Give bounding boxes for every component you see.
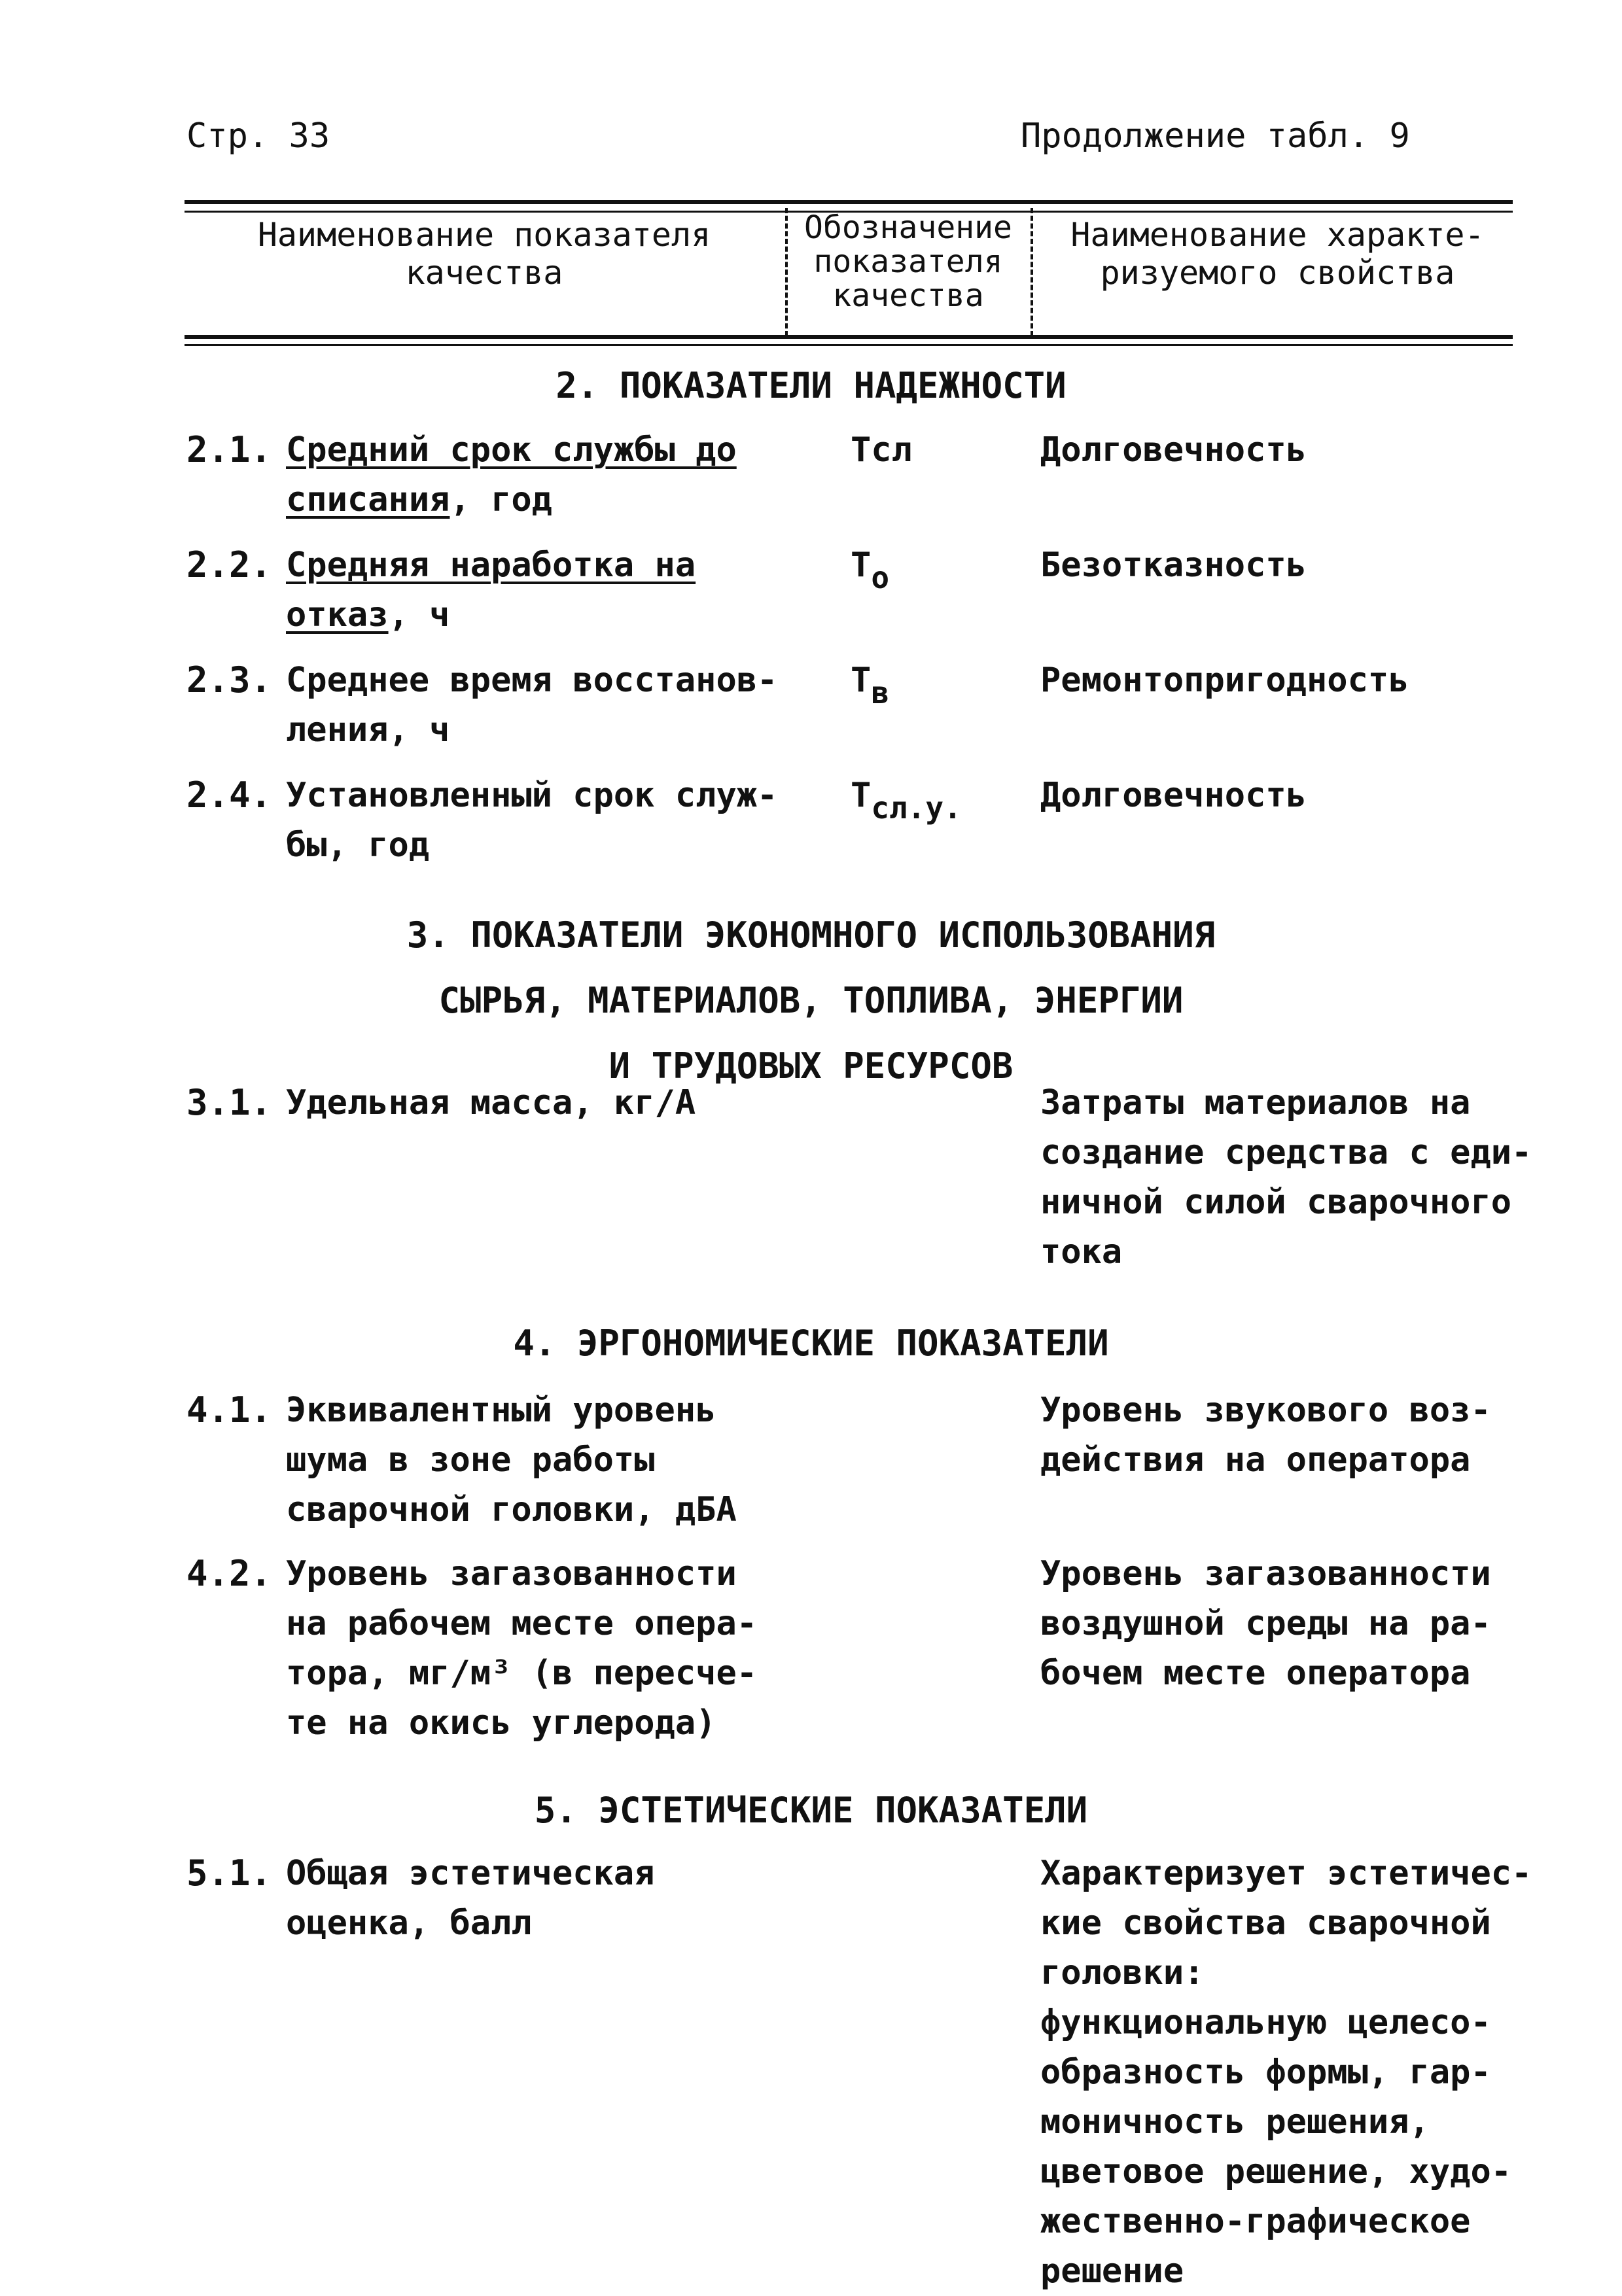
property-name: Долговечность [1040,776,1307,815]
row-number: 3.1. [186,1082,272,1123]
property-name: Ремонтопригодность [1040,661,1409,700]
header-rule-bottom-thin [185,344,1513,346]
row-number: 4.1. [186,1389,272,1431]
property-name: Затраты материалов на создание средства с еди- ничной силой сварочного тока [1040,1083,1532,1272]
indicator-designation: $T_в$ [851,661,890,710]
indicator-name: Общая эстетическая оценка, балл [286,1854,655,1943]
section-heading-aesthetics: 5. ЭСТЕТИЧЕСКИЕ ПОКАЗАТЕЛИ [534,1790,1088,1831]
section-heading-ergonomics: 4. ЭРГОНОМИЧЕСКИЕ ПОКАЗАТЕЛИ [513,1323,1109,1364]
row-number: 2.2. [186,544,272,585]
property-name: Безотказность [1040,546,1307,585]
indicator-name: Средняя наработка на отказ, ч [286,546,696,635]
section-heading-reliability: 2. ПОКАЗАТЕЛИ НАДЕЖНОСТИ [555,365,1067,406]
row-number: 4.2. [186,1553,272,1594]
column-header-indicator-name: Наименование показателя качества [257,216,711,292]
header-rule-bottom [185,335,1513,339]
section-heading-economy: 3. ПОКАЗАТЕЛИ ЭКОНОМНОГО ИСПОЛЬЗОВАНИЯ СЫРЬЯ, МАТЕРИАЛОВ, ТОПЛИВА, ЭНЕРГИИ И ТРУДОВЫХ РЕСУРСОВ [406,914,1216,1087]
indicator-name: Удельная масса, кг/А [286,1083,696,1122]
indicator-designation: Tсл [851,430,912,470]
indicator-name: Среднее время восстанов- ления, ч [286,661,778,750]
column-divider-2 [1031,208,1033,336]
row-number: 2.4. [186,774,272,816]
indicator-name: Уровень загазованности на рабочем месте опера- тора, мг/м³ (в пересче- те на окись углерода) [286,1554,758,1743]
indicator-designation: $T_о$ [851,546,890,595]
row-number: 5.1. [186,1852,272,1894]
page-number: Стр. 33 [186,116,330,156]
property-name: Характеризует эстетичес- кие свойства сварочной головки: функциональную целесо- образность формы, гар- моничность решения, цветовое решение, худо- жественно-графическое решение [1040,1854,1532,2291]
property-name: Уровень звукового воз- действия на оператора [1040,1391,1491,1480]
property-name: Уровень загазованности воздушной среды на ра- бочем месте оператора [1040,1554,1491,1693]
indicator-designation: $T_{сл.у.}$ [851,776,962,826]
indicator-name: Эквивалентный уровень шума в зоне работы сварочной головки, дБА [286,1391,737,1529]
column-header-property-name: Наименование характе- ризуемого свойства [1070,216,1485,292]
column-header-designation: Обозначение показателя качества [804,209,1012,314]
header-rule-top [185,200,1513,204]
row-number: 2.3. [186,659,272,701]
indicator-name: Средний срок службы до списания, год [286,430,737,519]
table-continuation: Продолжение табл. 9 [1021,116,1410,156]
property-name: Долговечность [1040,430,1307,470]
indicator-name: Установленный срок служ- бы, год [286,776,778,865]
row-number: 2.1. [186,429,272,470]
